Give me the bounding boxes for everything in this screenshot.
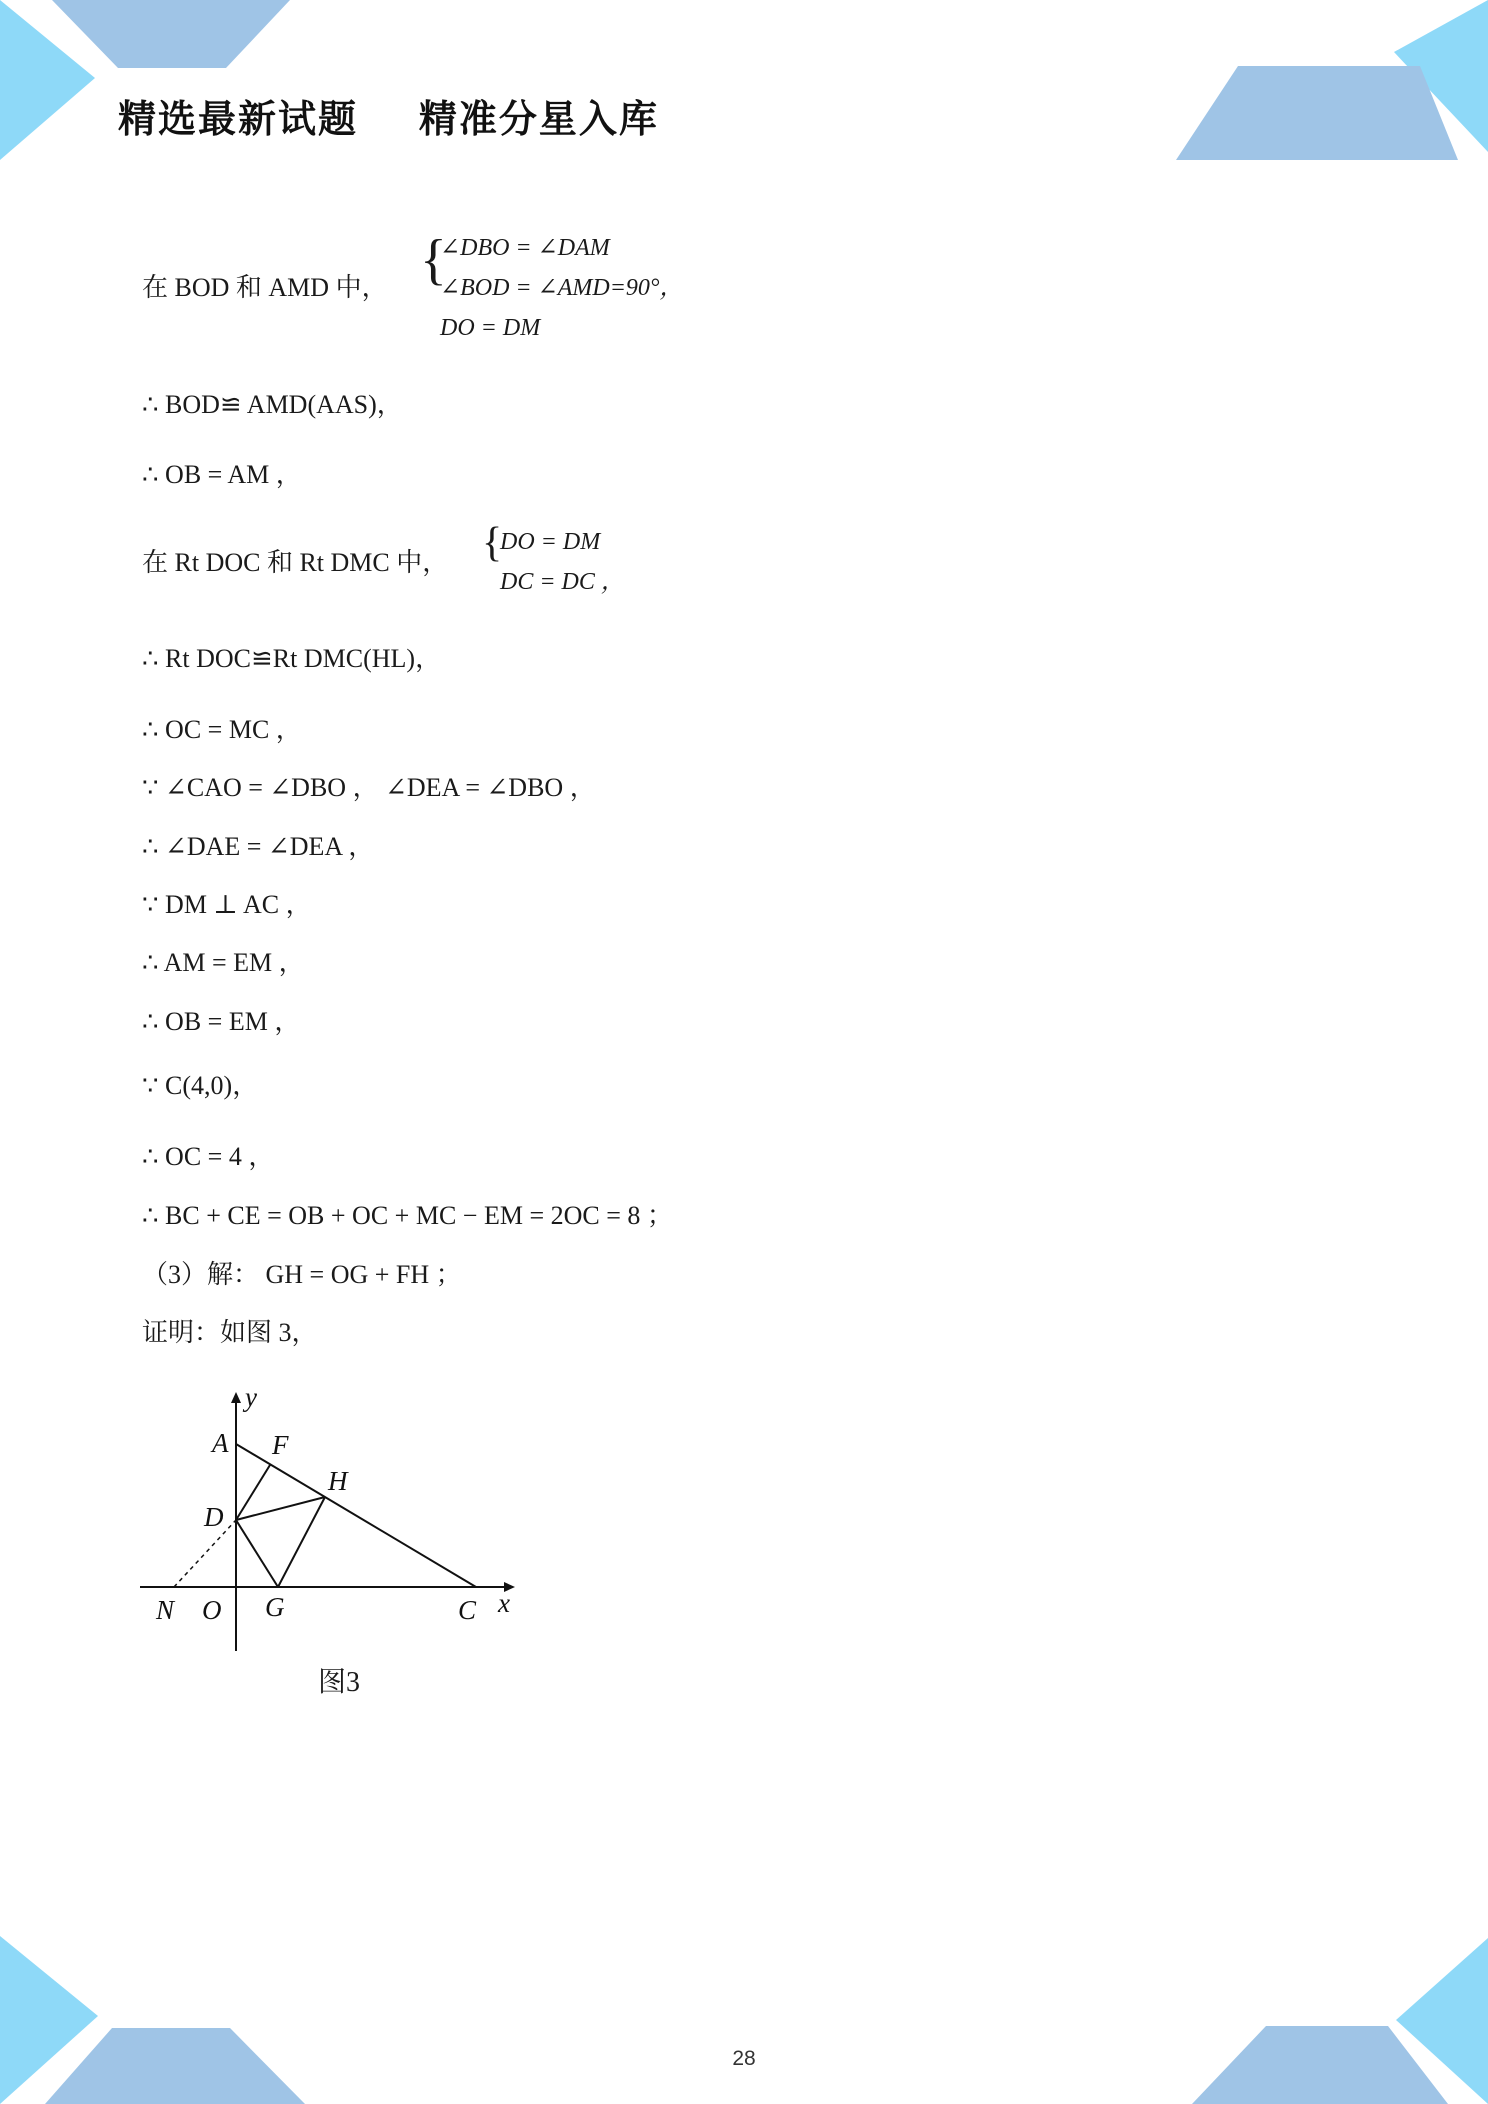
top-right-mid-trapezoid <box>1176 66 1458 160</box>
label-A: A <box>212 1428 229 1458</box>
proof-line: 在 BOD 和 AMD 中， <box>142 273 388 302</box>
header-title: 精选最新试题 精准分星入库 <box>118 97 659 141</box>
proof-line: DO = DM <box>500 529 601 555</box>
label-y: y <box>245 1384 257 1412</box>
proof-line: ∵ ∠CAO = ∠DBO ， ∠DEA = ∠DBO ， <box>142 773 596 802</box>
proof-line: ∠DBO = ∠DAM <box>440 235 610 261</box>
proof-line: ∠BOD = ∠AMD=90°， <box>440 275 684 301</box>
proof-line: ∴ BOD≌ AMD(AAS)， <box>142 390 403 419</box>
label-C: C <box>458 1595 477 1625</box>
proof-line: 证明：如图 3， <box>142 1318 318 1347</box>
proof-line: DO = DM <box>440 315 541 341</box>
label-G: G <box>265 1592 285 1622</box>
label-N: N <box>156 1595 175 1625</box>
proof-line: （3）解： GH = OG + FH ； <box>142 1260 462 1289</box>
proof-line: ∵ DM ⊥ AC ， <box>142 890 312 919</box>
segment-AC <box>236 1444 476 1587</box>
label-O: O <box>202 1595 222 1625</box>
y-axis-arrow <box>231 1392 241 1403</box>
label-H: H <box>328 1466 348 1496</box>
left-brace: { <box>482 520 503 566</box>
proof-line: ∴ OB = AM ， <box>142 460 302 489</box>
proof-line: ∴ OC = MC ， <box>142 715 302 744</box>
figure-caption: 图3 <box>318 1667 361 1698</box>
proof-line: 在 Rt DOC 和 Rt DMC 中， <box>142 548 449 577</box>
proof-line: DC = DC ， <box>500 569 625 595</box>
proof-line: ∴ BC + CE = OB + OC + MC − EM = 2OC = 8 ； <box>142 1201 673 1230</box>
proof-line: ∴ Rt DOC≌Rt DMC(HL)， <box>142 644 442 673</box>
page-number: 28 <box>732 2047 756 2070</box>
segment-DH <box>236 1497 325 1520</box>
proof-line: ∵ C(4,0)， <box>142 1071 259 1100</box>
proof-line: ∴ OC = 4 ， <box>142 1142 275 1171</box>
label-D: D <box>204 1502 224 1532</box>
segment-DG <box>236 1520 278 1587</box>
label-F: F <box>272 1430 289 1460</box>
label-x: x <box>498 1588 510 1618</box>
left-brace: { <box>420 229 447 291</box>
proof-line: ∴ ∠DAE = ∠DEA ， <box>142 832 375 861</box>
proof-line: ∴ AM = EM ， <box>142 948 305 977</box>
geometry-figure-3 <box>140 1384 530 1654</box>
segment-GH <box>278 1497 325 1587</box>
top-left-mid-trapezoid <box>52 0 290 68</box>
proof-line: ∴ OB = EM ， <box>142 1007 301 1036</box>
